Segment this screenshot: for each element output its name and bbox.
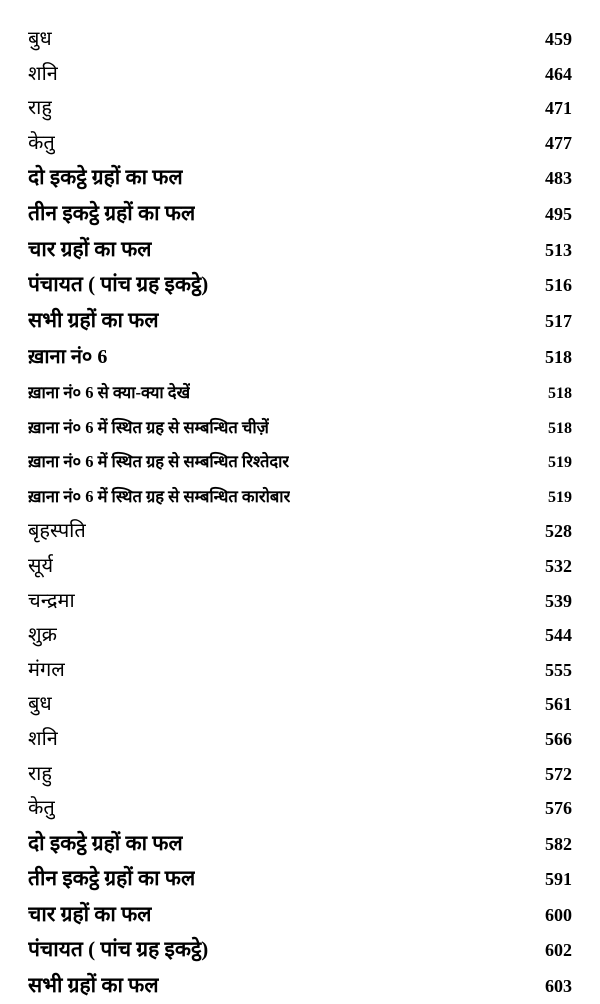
toc-entry-label: तीन इकट्ठे ग्रहों का फल [28,866,196,891]
toc-entry-page-number: 603 [545,976,572,997]
toc-entry-label: राहु [28,762,52,785]
toc-entry-label: बृहस्पति [28,520,86,543]
toc-entry[interactable] [28,653,572,688]
toc-entry-page-number: 544 [545,625,572,646]
toc-entry[interactable] [28,480,572,515]
toc-entry-page-number: 516 [545,275,572,296]
toc-entry[interactable] [28,861,572,897]
toc-entry-label: बुध [28,28,52,50]
toc-entry-page-number: 459 [545,29,572,49]
toc-entry[interactable] [28,757,572,792]
toc-entry[interactable] [28,687,572,722]
toc-entry-page-number: 539 [545,590,572,611]
toc-entry[interactable] [28,549,572,584]
toc-entry-label: केतु [28,797,55,820]
toc-entry[interactable] [28,445,572,480]
toc-entry-label: शनि [28,727,58,750]
toc-entry-label: ख़ाना नं० 6 से क्या-क्या देखें [28,383,191,403]
toc-entry[interactable] [28,722,572,757]
toc-entry[interactable] [28,160,572,196]
toc-entry[interactable] [28,932,572,968]
toc-entry-label: पंचायत ( पांच ग्रह इकट्ठे) [28,937,209,962]
toc-entry-label: ख़ाना नं० 6 [28,346,108,369]
toc-entry-label: शनि [28,62,58,85]
toc-entry[interactable] [28,584,572,619]
toc-entry[interactable] [28,22,572,57]
toc-entry-page-number: 576 [545,798,572,819]
toc-entry[interactable] [28,267,572,303]
toc-entry-page-number: 602 [545,940,572,961]
toc-entry-label: दो इकट्ठे ग्रहों का फल [28,830,183,855]
toc-entry-page-number: 477 [545,132,572,153]
toc-entry-page-number: 566 [545,728,572,749]
toc-entry[interactable] [28,196,572,232]
toc-entry[interactable] [28,968,572,1004]
toc-entry-page-number: 591 [545,869,572,890]
toc-entry-page-number: 582 [545,833,572,854]
toc-entry-label: सूर्य [28,554,54,577]
toc-entry-page-number: 464 [545,63,572,84]
toc-entry-page-number: 572 [545,763,572,784]
toc-entry-label: तीन इकट्ठे ग्रहों का फल [28,200,196,225]
toc-entry-page-number: 471 [545,98,572,119]
toc-entry[interactable] [28,303,572,339]
toc-entry[interactable] [28,514,572,549]
toc-entry-label: बुध [28,693,52,716]
toc-entry[interactable] [28,411,572,446]
toc-entry-label: चार ग्रहों का फल [28,901,152,926]
toc-entry-label: शुक्र [28,624,57,647]
toc-entry[interactable] [28,897,572,933]
toc-entry-label: मंगल [28,658,65,681]
toc-entry[interactable] [28,57,572,92]
toc-entry-label: ख़ाना नं० 6 में स्थित ग्रह से सम्बन्धित कारोबार [28,486,291,506]
toc-entry[interactable] [28,126,572,161]
toc-entry-page-number: 518 [548,419,572,437]
toc-entry[interactable] [28,91,572,126]
toc-entry-label: चार ग्रहों का फल [28,236,152,261]
toc-entry-label: राहु [28,97,52,120]
toc-entry-label: दो इकट्ठे ग्रहों का फल [28,165,183,190]
toc-entry-label: ख़ाना नं० 6 में स्थित ग्रह से सम्बन्धित चीज़ें [28,417,269,437]
toc-entry-page-number: 518 [548,385,572,403]
toc-entry-page-number: 519 [548,488,572,506]
toc-entry[interactable] [28,826,572,862]
toc-entry-page-number: 518 [545,347,572,368]
toc-entry-page-number: 600 [545,904,572,925]
toc-entry-page-number: 495 [545,203,572,224]
toc-entry-page-number: 513 [545,239,572,260]
toc-entry-page-number: 532 [545,555,572,576]
toc-entry[interactable] [28,232,572,268]
toc-entry-page-number: 555 [545,659,572,680]
toc-entry[interactable] [28,338,572,376]
toc-entry-label: सभी ग्रहों का फल [28,307,159,332]
toc-entry[interactable] [28,376,572,411]
toc-entry-page-number: 517 [545,310,572,331]
toc-entry-page-number: 483 [545,168,572,189]
toc-entry-label: ख़ाना नं० 6 में स्थित ग्रह से सम्बन्धित रिश्तेदार [28,452,290,472]
toc-entry-page-number: 561 [545,694,572,715]
toc-entry[interactable] [28,791,572,826]
toc-entry-label: पंचायत ( पांच ग्रह इकट्ठे) [28,272,209,297]
toc-list [28,22,572,1004]
toc-entry-page-number: 519 [548,454,572,472]
toc-entry-label: सभी ग्रहों का फल [28,973,159,998]
toc-entry-label: चन्द्रमा [28,589,75,612]
toc-entry[interactable] [28,618,572,653]
toc-entry-label: केतु [28,131,55,154]
toc-entry-page-number: 528 [545,521,572,542]
